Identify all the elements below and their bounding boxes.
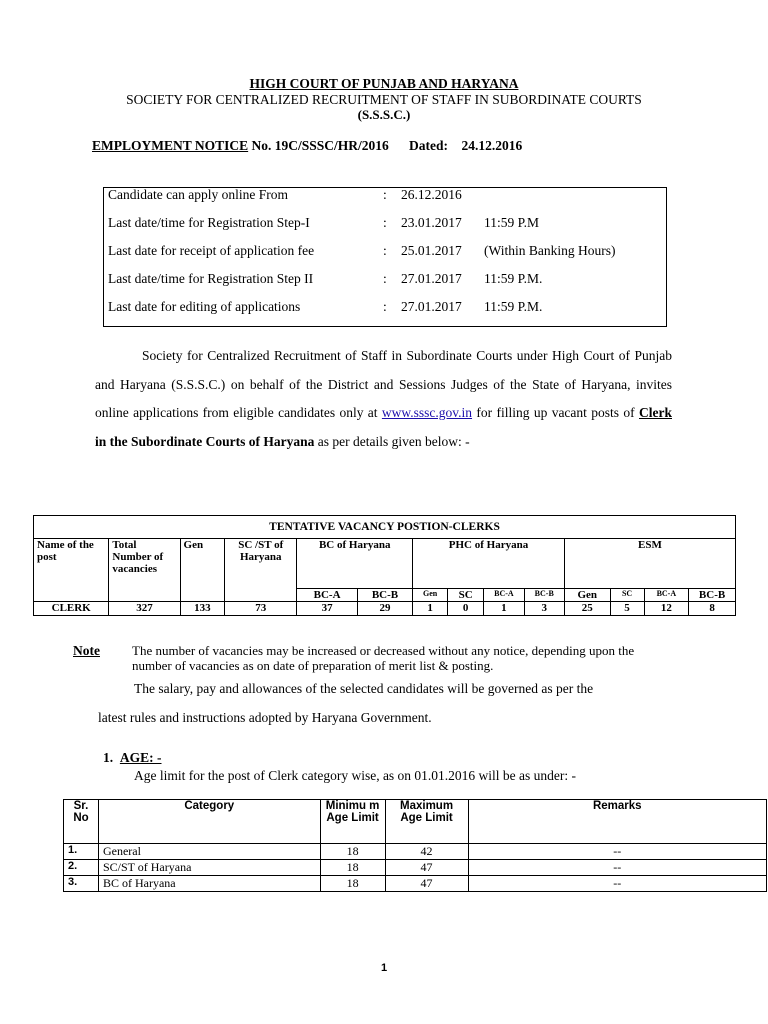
notice-date: 24.12.2016 <box>461 138 523 153</box>
age-col-min: Minimu m Age Limit <box>320 800 385 844</box>
sub-header-phc-bc-a: BC-A <box>484 589 524 602</box>
age-col-sr: Sr. No <box>64 800 99 844</box>
table-row <box>64 844 767 860</box>
society-abbr: (S.S.S.C.) <box>357 107 411 122</box>
age-heading-text: AGE: - <box>119 750 162 765</box>
col-header-bc: BC of Haryana <box>297 539 413 589</box>
schedule-label: Candidate can apply online From <box>108 187 288 202</box>
age-cell-max: 47 <box>385 876 468 892</box>
cell-gen: 133 <box>180 602 225 616</box>
age-heading-number: 1. <box>103 750 114 765</box>
schedule-colon: : <box>383 243 387 258</box>
age-cell-remarks: -- <box>468 860 767 876</box>
sub-header-phc-gen: Gen <box>413 589 448 602</box>
col-header-phc: PHC of Haryana <box>413 539 565 589</box>
salary-text: The salary, pay and allowances of the selected candidates will be governed as per the <box>134 681 594 696</box>
age-cell-sr: 1. <box>64 844 99 860</box>
col-header-scst: SC /ST of Haryana <box>225 539 297 602</box>
schedule-date: 27.01.2017 <box>401 299 462 314</box>
sub-header-esm-gen: Gen <box>564 589 610 602</box>
age-table <box>63 799 767 892</box>
cell-phc-bc-a: 1 <box>484 602 524 616</box>
schedule-extra: 11:59 P.M. <box>484 271 543 286</box>
schedule-colon: : <box>383 187 387 202</box>
schedule-label: Last date for editing of applications <box>108 299 301 314</box>
age-cell-max: 42 <box>385 844 468 860</box>
col-header-name: Name of the post <box>34 539 109 602</box>
dated-label: Dated: <box>409 138 449 153</box>
schedule-label: Last date for receipt of application fee <box>108 243 315 258</box>
table-row <box>64 860 767 876</box>
age-cell-min: 18 <box>320 860 385 876</box>
age-cell-min: 18 <box>320 876 385 892</box>
cell-phc-sc: 0 <box>448 602 484 616</box>
note-label: Note <box>73 643 100 658</box>
intro-text-2: for filling up vacant posts of <box>472 405 639 420</box>
sub-header-bc-b: BC-B <box>357 589 412 602</box>
notice-number: No. 19C/SSSC/HR/2016 <box>251 138 389 153</box>
schedule-label: Last date/time for Registration Step-I <box>108 215 310 230</box>
notice-label: EMPLOYMENT NOTICE <box>92 138 249 153</box>
sub-header-bc-a: BC-A <box>297 589 358 602</box>
employment-notice-line <box>92 138 522 154</box>
cell-esm-bc-b: 8 <box>689 602 736 616</box>
cell-post-name: CLERK <box>34 602 109 616</box>
subordinate-courts-text: in the Subordinate Courts of Haryana <box>95 433 315 449</box>
cell-esm-bc-a: 12 <box>644 602 689 616</box>
age-cell-max: 47 <box>385 860 468 876</box>
col-header-gen: Gen <box>180 539 225 602</box>
age-cell-min: 18 <box>320 844 385 860</box>
age-col-category: Category <box>98 800 320 844</box>
sssc-website-link[interactable]: www.sssc.gov.in <box>381 405 473 420</box>
note-text: The number of vacancies may be increased or decreased without any notice, depending upon the number of vacancies as on date of preparation of merit list & posting. <box>132 643 635 673</box>
cell-phc-bc-b: 3 <box>524 602 564 616</box>
age-limit-intro: Age limit for the post of Clerk category wise, as on 01.01.2016 will be as under: - <box>134 768 577 783</box>
col-header-esm: ESM <box>564 539 735 589</box>
age-cell-sr: 2. <box>64 860 99 876</box>
cell-esm-gen: 25 <box>564 602 610 616</box>
cell-esm-sc: 5 <box>610 602 644 616</box>
intro-text-3: as per details given below: - <box>314 433 470 449</box>
schedule-extra: (Within Banking Hours) <box>484 243 616 258</box>
schedule-extra: 11:59 P.M. <box>484 299 543 314</box>
schedule-box <box>103 187 667 327</box>
table-row <box>34 602 736 616</box>
age-cell-remarks: -- <box>468 876 767 892</box>
cell-total: 327 <box>109 602 180 616</box>
page-number: 1 <box>380 962 388 974</box>
society-title: SOCIETY FOR CENTRALIZED RECRUITMENT OF STAFF IN SUBORDINATE COURTS <box>126 92 642 107</box>
vacancy-table <box>33 515 736 616</box>
sub-header-phc-sc: SC <box>448 589 484 602</box>
age-cell-category: General <box>98 844 320 860</box>
age-heading <box>103 750 162 766</box>
schedule-extra: 11:59 P.M <box>484 215 540 230</box>
schedule-colon: : <box>383 299 387 314</box>
vacancy-table-title: TENTATIVE VACANCY POSTION-CLERKS <box>34 516 736 539</box>
court-title: HIGH COURT OF PUNJAB AND HARYANA <box>249 76 519 91</box>
age-cell-sr: 3. <box>64 876 99 892</box>
cell-bc-b: 29 <box>357 602 412 616</box>
sub-header-esm-sc: SC <box>610 589 644 602</box>
schedule-date: 23.01.2017 <box>401 215 462 230</box>
sub-header-phc-bc-b: BC-B <box>524 589 564 602</box>
sub-header-esm-bc-b: BC-B <box>689 589 736 602</box>
clerk-post: Clerk <box>639 405 672 420</box>
age-cell-category: SC/ST of Haryana <box>98 860 320 876</box>
col-header-total: Total Number of vacancies <box>109 539 180 602</box>
age-col-max: Maximum Age Limit <box>385 800 468 844</box>
age-cell-remarks: -- <box>468 844 767 860</box>
intro-paragraph <box>95 342 672 456</box>
schedule-date: 26.12.2016 <box>401 187 462 202</box>
table-row <box>64 876 767 892</box>
age-col-remarks: Remarks <box>468 800 767 844</box>
schedule-colon: : <box>383 271 387 286</box>
latest-rules-text: latest rules and instructions adopted by Haryana Government. <box>98 710 432 725</box>
cell-bc-a: 37 <box>297 602 358 616</box>
age-cell-category: BC of Haryana <box>98 876 320 892</box>
cell-scst: 73 <box>225 602 297 616</box>
schedule-label: Last date/time for Registration Step II <box>108 271 314 286</box>
schedule-date: 25.01.2017 <box>401 243 462 258</box>
schedule-date: 27.01.2017 <box>401 271 462 286</box>
schedule-colon: : <box>383 215 387 230</box>
intro-text: Society for Centralized Recruitment of Staff in Subordinate Courts under High Court of Punjab and Haryana (S.S.S.C.) on behalf of the District and Sessions Judges of the State of Haryana, invites online applications from eligible candidates only at <box>95 348 672 420</box>
sub-header-esm-bc-a: BC-A <box>644 589 689 602</box>
cell-phc-gen: 1 <box>413 602 448 616</box>
